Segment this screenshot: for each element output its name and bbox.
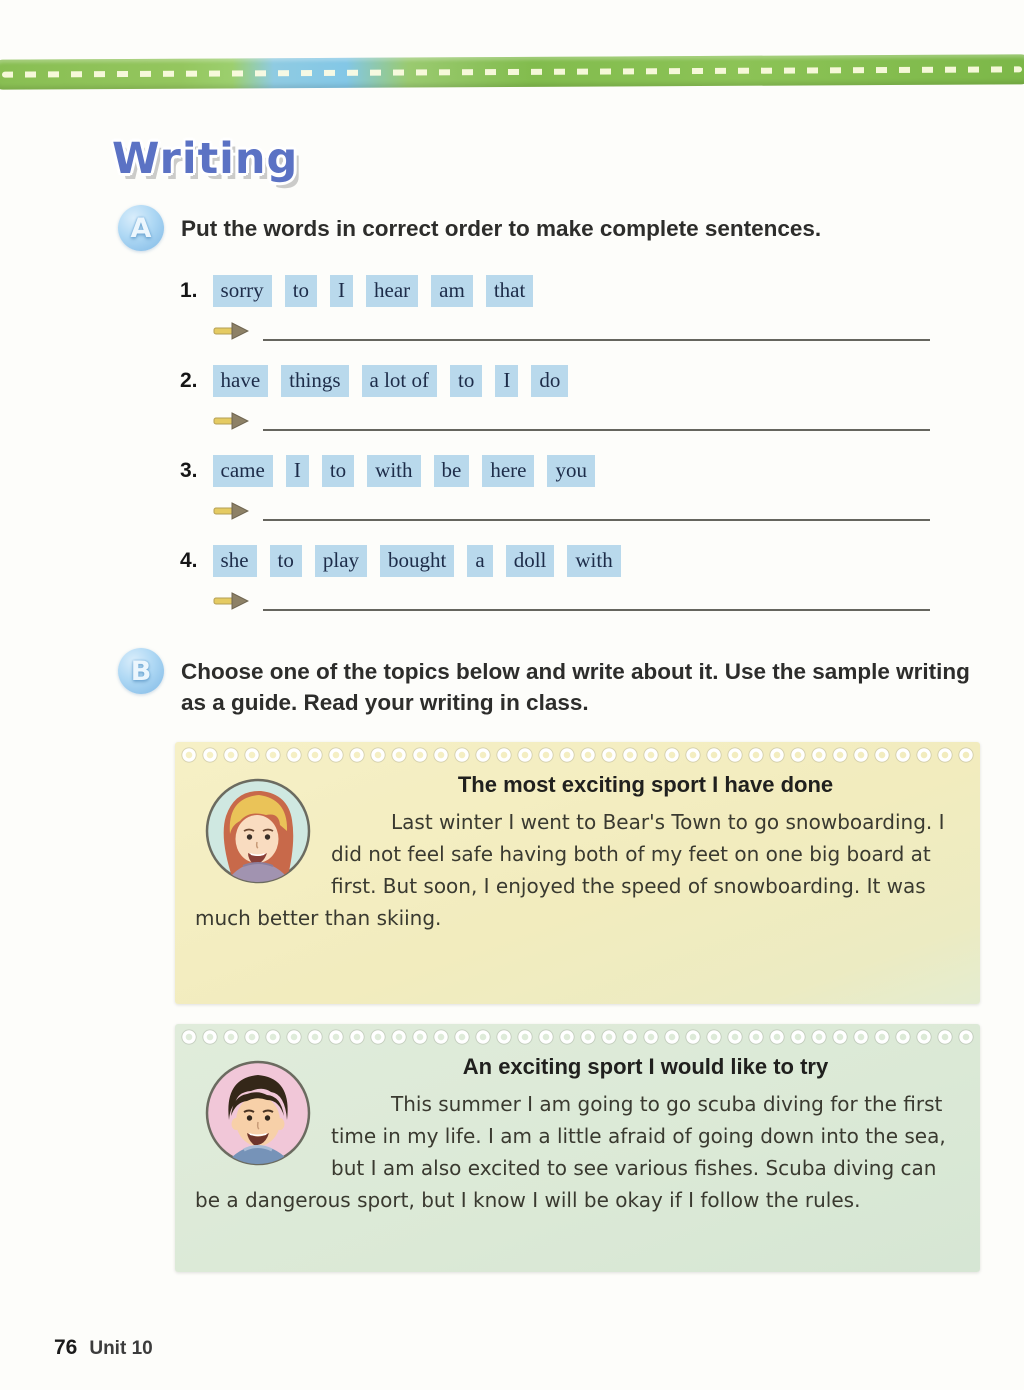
word-chip: am <box>431 275 473 307</box>
word-chip: hear <box>366 275 418 307</box>
section-b <box>118 648 982 1272</box>
answer-blank-line <box>263 593 930 611</box>
sample-title: An exciting sport I would like to try <box>462 1054 829 1079</box>
section-a-instruction: Put the words in correct order to make complete sentences. <box>181 216 822 241</box>
spiral-binding-icon <box>179 1027 976 1047</box>
word-chip: came <box>213 455 273 487</box>
sample-card-snowboarding <box>175 742 980 1004</box>
right-arrow-icon <box>213 501 249 521</box>
exercise-number: 1. <box>180 279 198 302</box>
girl-avatar <box>203 776 313 886</box>
exercise-3 <box>180 455 930 521</box>
word-chip: I <box>286 455 309 487</box>
word-chip: that <box>486 275 534 307</box>
word-chip: play <box>315 545 367 577</box>
exercise-number: 3. <box>180 459 198 482</box>
decorative-ribbon <box>0 54 1024 89</box>
exercise-number: 2. <box>180 369 198 392</box>
word-chip: have <box>213 365 269 397</box>
exercise-1 <box>180 275 930 341</box>
page-title: Writing <box>112 134 299 184</box>
sample-text: Last winter I went to Bear's Town to go snowboarding. I did not feel safe having both of my feet on one big board at first. But soon, I enjoyed the speed of snowboarding. It was much better than skiing. <box>195 810 945 930</box>
answer-blank-line <box>263 413 930 431</box>
section-b-badge: B <box>118 648 164 694</box>
answer-blank-line <box>263 503 930 521</box>
word-chip: you <box>547 455 595 487</box>
sample-text: This summer I am going to go scuba diving for the first time in my life. I am a little afraid of going down into the sea, but I am also excited to see various fishes. Scuba diving can be a dangerous sport, but I know I will be okay if I follow the rules. <box>195 1092 946 1212</box>
word-chip: here <box>482 455 534 487</box>
section-b-instruction: Choose one of the topics below and write about it. Use the sample writing as a guide. Read your writing in class. <box>181 659 970 715</box>
spiral-binding-icon <box>179 745 976 765</box>
answer-blank-line <box>263 323 930 341</box>
exercise-2 <box>180 365 930 431</box>
section-a <box>118 205 930 611</box>
word-chip: to <box>322 455 354 487</box>
page-number: 76 <box>54 1336 78 1359</box>
unit-label: Unit 10 <box>89 1338 153 1359</box>
ribbon-dashes <box>2 66 1022 77</box>
section-a-badge: A <box>118 205 164 251</box>
right-arrow-icon <box>213 321 249 341</box>
word-chip: do <box>531 365 568 397</box>
word-chip: I <box>495 365 518 397</box>
exercise-4 <box>180 545 930 611</box>
word-chip: to <box>450 365 482 397</box>
word-chip: doll <box>506 545 555 577</box>
word-chip: I <box>330 275 353 307</box>
word-chip: she <box>213 545 257 577</box>
word-chip: bought <box>380 545 454 577</box>
exercise-number: 4. <box>180 549 198 572</box>
word-chip: be <box>434 455 470 487</box>
sample-title: The most exciting sport I have done <box>457 772 834 797</box>
sample-card-scuba <box>175 1024 980 1272</box>
word-chip: with <box>567 545 620 577</box>
page-footer <box>54 1336 153 1360</box>
word-chip: a <box>467 545 492 577</box>
word-chip: a lot of <box>362 365 437 397</box>
word-chip: things <box>281 365 348 397</box>
word-chip: to <box>285 275 317 307</box>
right-arrow-icon <box>213 591 249 611</box>
right-arrow-icon <box>213 411 249 431</box>
word-chip: sorry <box>213 275 272 307</box>
word-chip: with <box>367 455 420 487</box>
boy-avatar <box>203 1058 313 1168</box>
word-chip: to <box>270 545 302 577</box>
